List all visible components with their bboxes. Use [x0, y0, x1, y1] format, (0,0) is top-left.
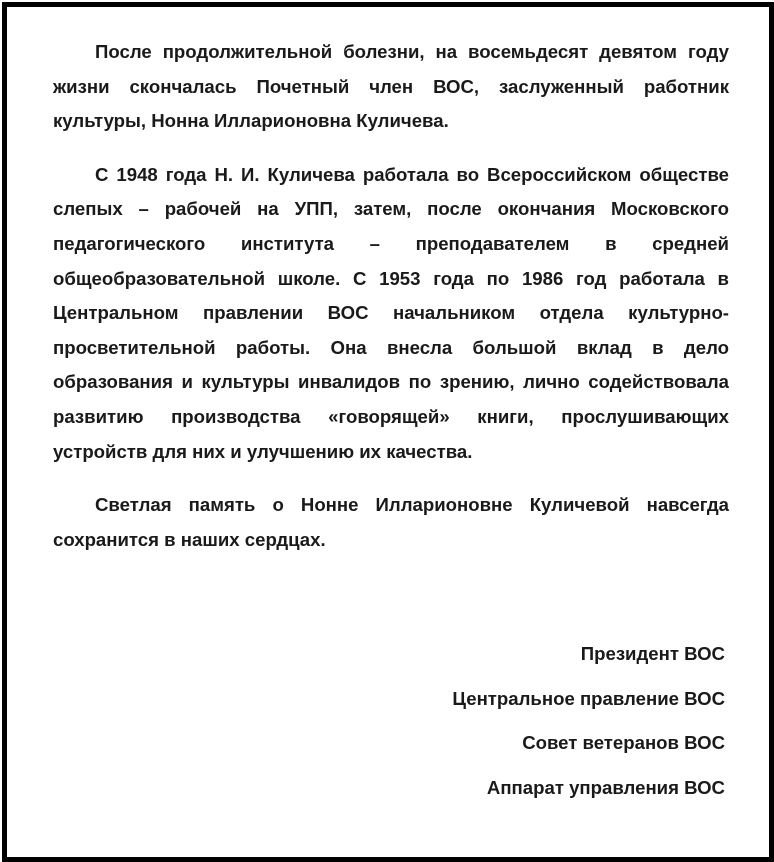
- obituary-body: [53, 35, 729, 576]
- paragraph-memory: Светлая память о Нонне Илларионовне Куличевой навсегда сохранится в наших сердцах.: [53, 494, 729, 550]
- signature-block: [452, 637, 725, 815]
- signature-veterans-council: Совет ветеранов ВОС: [522, 732, 725, 753]
- document-frame: [2, 2, 774, 862]
- signature-central-board: Центральное правление ВОС: [452, 687, 725, 709]
- signature-president: Президент ВОС: [580, 643, 725, 664]
- paragraph-announcement: После продолжительной болезни, на восемьдесят девятом году жизни скончалась Почетный член ВОС, заслуженный работник культуры, Нонна Илларионовна Куличева.: [53, 41, 729, 132]
- signature-management-staff: Аппарат управления ВОС: [486, 776, 725, 798]
- paragraph-biography: С 1948 года Н. И. Куличева работала во Всероссийском обществе слепых – рабочей на УПП, затем, после окончания Московского педагогического института – преподавателем в средней общеобразовательной школе. С 1953 года по 1986 год работала в Центральном правлении ВОС начальником отдела культурно-просветительной работы. Она внесла большой вклад в дело образования и культуры инвалидов по зрению, лично содействовала развитию производства «говорящей» книги, прослушивающих устройств для них и улучшению их качества.: [53, 163, 729, 462]
